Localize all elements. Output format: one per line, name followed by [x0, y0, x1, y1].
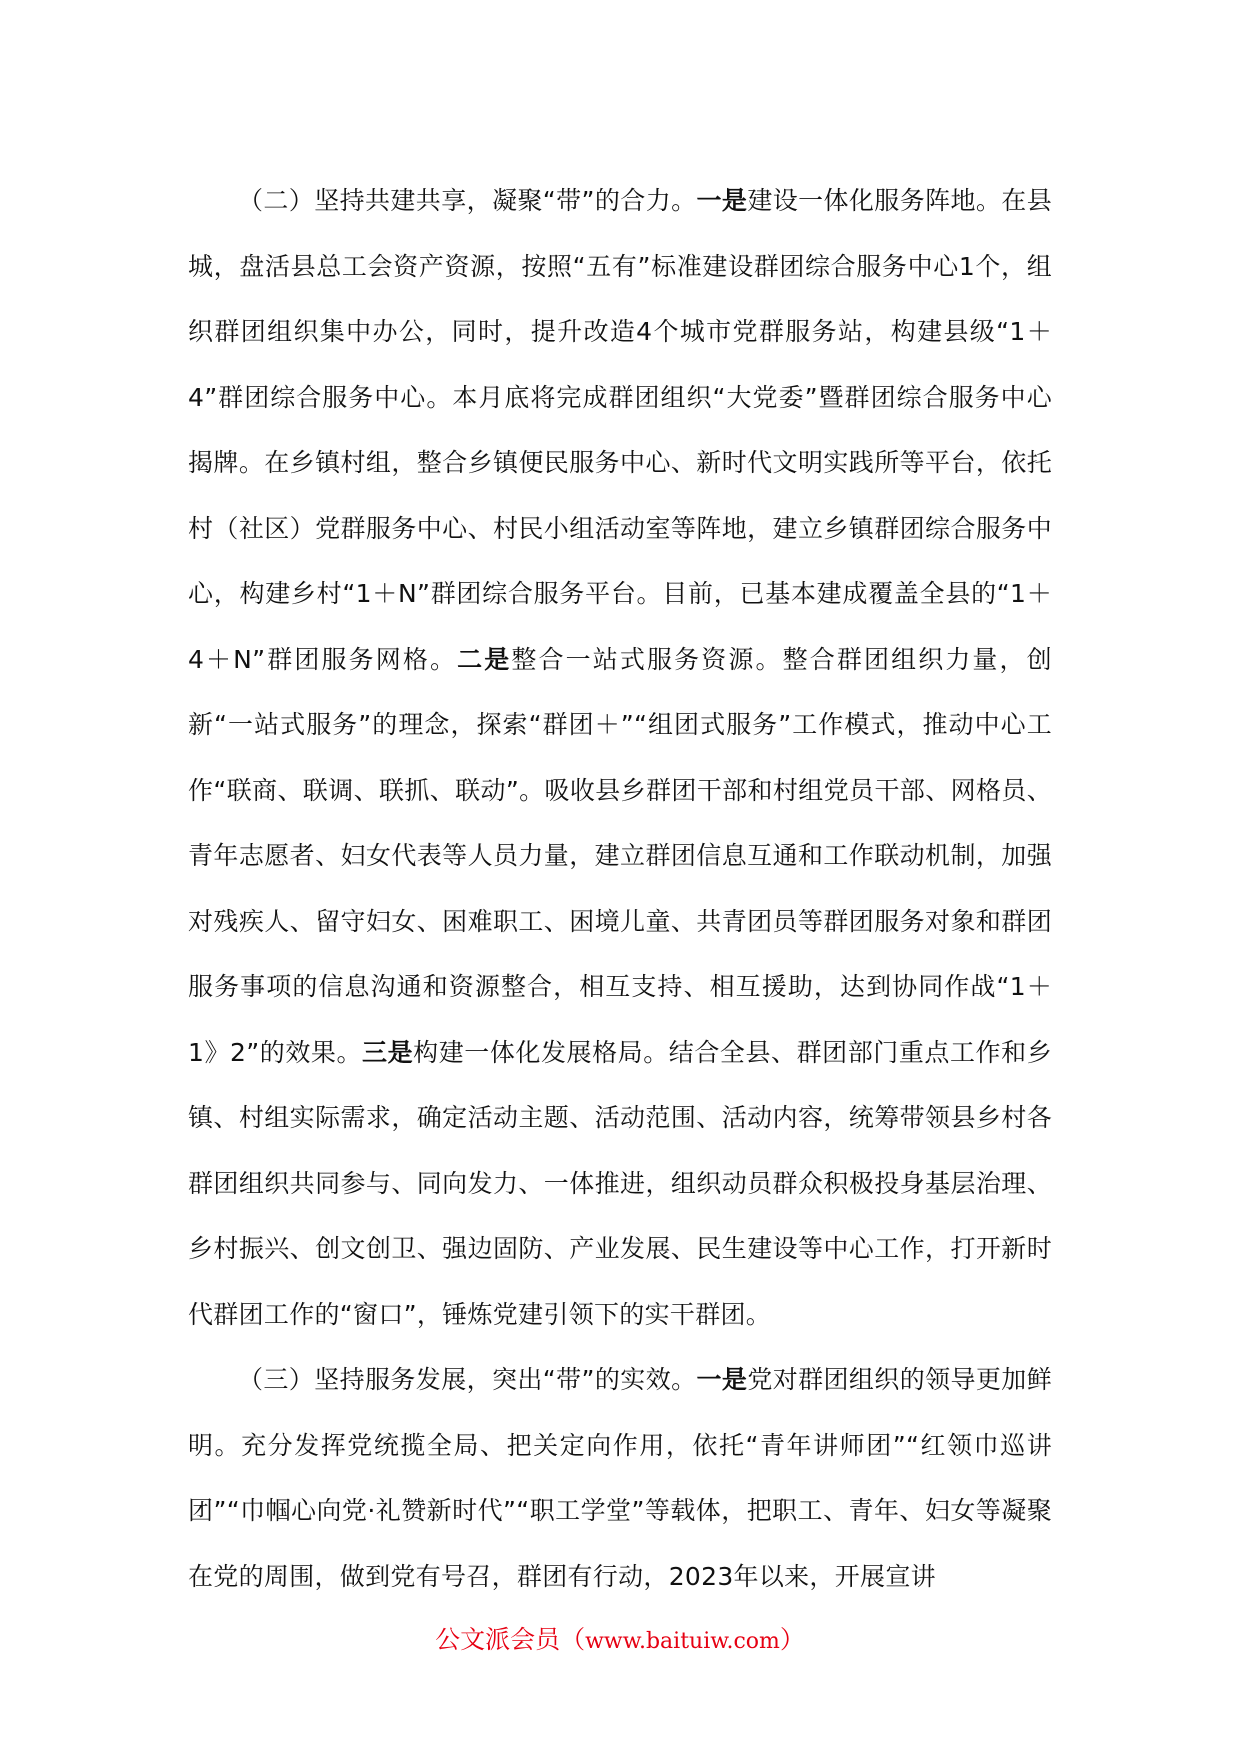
para2-point-1-marker: 一是	[696, 186, 748, 215]
para2-heading: （二）坚持共建共享，凝聚“带”的合力。	[238, 186, 697, 215]
para2-point-2-marker: 二是	[457, 644, 512, 674]
footer-close: ）	[779, 1625, 805, 1654]
para2-point-3-text: 构建一体化发展格局。结合全县、群团部门重点工作和乡镇、村组实际需求，确定活动主题、活动范围、活动内容，统筹带领县乡村各群团组织共同参与、同向发力、一体推进，组织动员群众积极投身基层治理、乡村振兴、创文创卫、强边固防、产业发展、民生建设等中心工作，打开新时代群团工作的“窗口”，锤炼党建引领下的实干群团。	[188, 1037, 1052, 1329]
para2-point-2-text: 整合一站式服务资源。整合群团组织力量，创新“一站式服务”的理念，探索“群团＋”“组团式服务”工作模式，推动中心工作“联商、联调、联抓、联动”。吸收县乡群团干部和村组党员干部、网格员、青年志愿者、妇女代表等人员力量，建立群团信息互通和工作联动机制，加强对残疾人、留守妇女、困难职工、困境儿童、共青团员等群团服务对象和群团服务事项的信息沟通和资源整合，相互支持、相互援助，达到协同作战“1＋1》2”的效果。	[188, 644, 1052, 1067]
footer-url: www.baituiw.com	[585, 1629, 780, 1654]
para3-heading: （三）坚持服务发展，突出“带”的实效。	[238, 1365, 697, 1394]
footer-label: 公文派会员（	[435, 1625, 586, 1654]
para2-point-3-marker: 三是	[362, 1037, 414, 1067]
footer-watermark	[0, 1620, 1240, 1656]
paragraph-3	[188, 1347, 1052, 1609]
document-body	[188, 168, 1052, 1609]
para3-point-1-text: 党对群团组织的领导更加鲜明。充分发挥党统揽全局、把关定向作用，依托“青年讲师团”“红领巾巡讲团”“巾帼心向党·礼赞新时代”“职工学堂”等载体，把职工、青年、妇女等凝聚在党的周围，做到党有号召，群团有行动，2023年以来，开展宣讲	[188, 1365, 1053, 1591]
para3-point-1-marker: 一是	[696, 1365, 748, 1394]
paragraph-2	[188, 168, 1052, 1347]
para2-point-1-text: 建设一体化服务阵地。在县城，盘活县总工会资产资源，按照“五有”标准建设群团综合服务中心1个，组织群团组织集中办公，同时，提升改造4个城市党群服务站，构建县级“1＋4”群团综合服务中心。本月底将完成群团组织“大党委”暨群团综合服务中心揭牌。在乡镇村组，整合乡镇便民服务中心、新时代文明实践所等平台，依托村（社区）党群服务中心、村民小组活动室等阵地，建立乡镇群团综合服务中心，构建乡村“1＋N”群团综合服务平台。目前，已基本建成覆盖全县的“1＋4＋N”群团服务网格。	[188, 186, 1053, 674]
